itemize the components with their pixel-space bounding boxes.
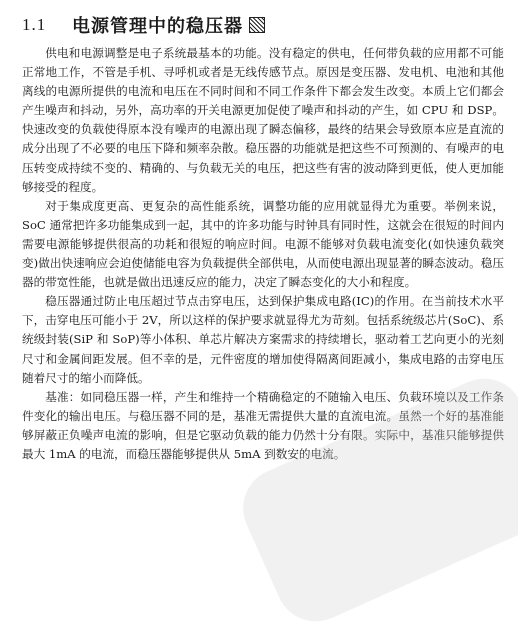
section-heading — [22, 10, 504, 40]
section-marker-icon — [249, 17, 265, 33]
section-title: 电源管理中的稳压器 — [72, 16, 243, 37]
paragraph-integration: 对于集成度更高、更复杂的高性能系统，调整功能的应用就显得尤为重要。举例来说，SoC 通常把许多功能集成到一起，其中的许多功能与时钟具有同时性，这就会在很短的时间内需要电源能够提供很高的功耗和很短的响应时间。电源不能够对负载电流变化(如快速负载突变)做出快速响应会迫使储能电容为负载提供全部供电，从而使电源出现显著的瞬态波动。稳压器的带宽性能，也就是做出迅速反应的能力，决定了瞬态变化的大小和程度。 — [22, 198, 504, 290]
paragraph-power-supply: 供电和电源调整是电子系统最基本的功能。没有稳定的供电，任何带负载的应用都不可能正常地工作，不管是手机、寻呼机或者是无线传感节点。原因是变压器、发电机、电池和其他离线的电源所提供的电流和电压在不同时间和不同工作条件下都会发生改变。本质上它们都会产生噪声和抖动，另外，高功率的开关电源更加促使了噪声和抖动的产生，如 CPU 和 DSP。快速改变的负载使得原本没有噪声的电源出现了瞬态偏移，最终的结果会导致原本应是直流的成分出现了不必要的电压下降和频率杂散。稳压器的功能就是把这些不可预测的、有噪声的电压转变成持续不变的、精确的、与负载无关的电压，把这些有害的波动降到更低，使人更加能够接受的程度。 — [22, 46, 504, 194]
paragraph-reference: 基准：如同稳压器一样，产生和维持一个精确稳定的不随输入电压、负载环境以及工作条件变化的输出电压。与稳压器不同的是，基准无需提供大量的直流电流。虽然一个好的基准能够屏蔽正负噪声电流的影响，但是它驱动负载的能力仍然十分有限。实际中，基准只能够提供最大 1mA 的电流，而稳压器能够提供从 5mA 到数安的电流。 — [22, 389, 504, 461]
paragraph-protection: 稳压器通过防止电压超过节点击穿电压，达到保护集成电路(IC)的作用。在当前技术水平下，击穿电压可能小于 2V，所以这样的保护要求就显得尤为苛刻。包括系统级芯片(SoC)、系统级封装(SiP 和 SoP)等小体积、单芯片解决方案需求的持续增长，驱动着工艺向更小的光刻尺寸和金属间距发展。但不幸的是，元件密度的增加使得隔离间距减小，集成电路的击穿电压随着尺寸的缩小而降低。 — [22, 294, 504, 385]
section-number: 1.1 — [22, 15, 47, 34]
